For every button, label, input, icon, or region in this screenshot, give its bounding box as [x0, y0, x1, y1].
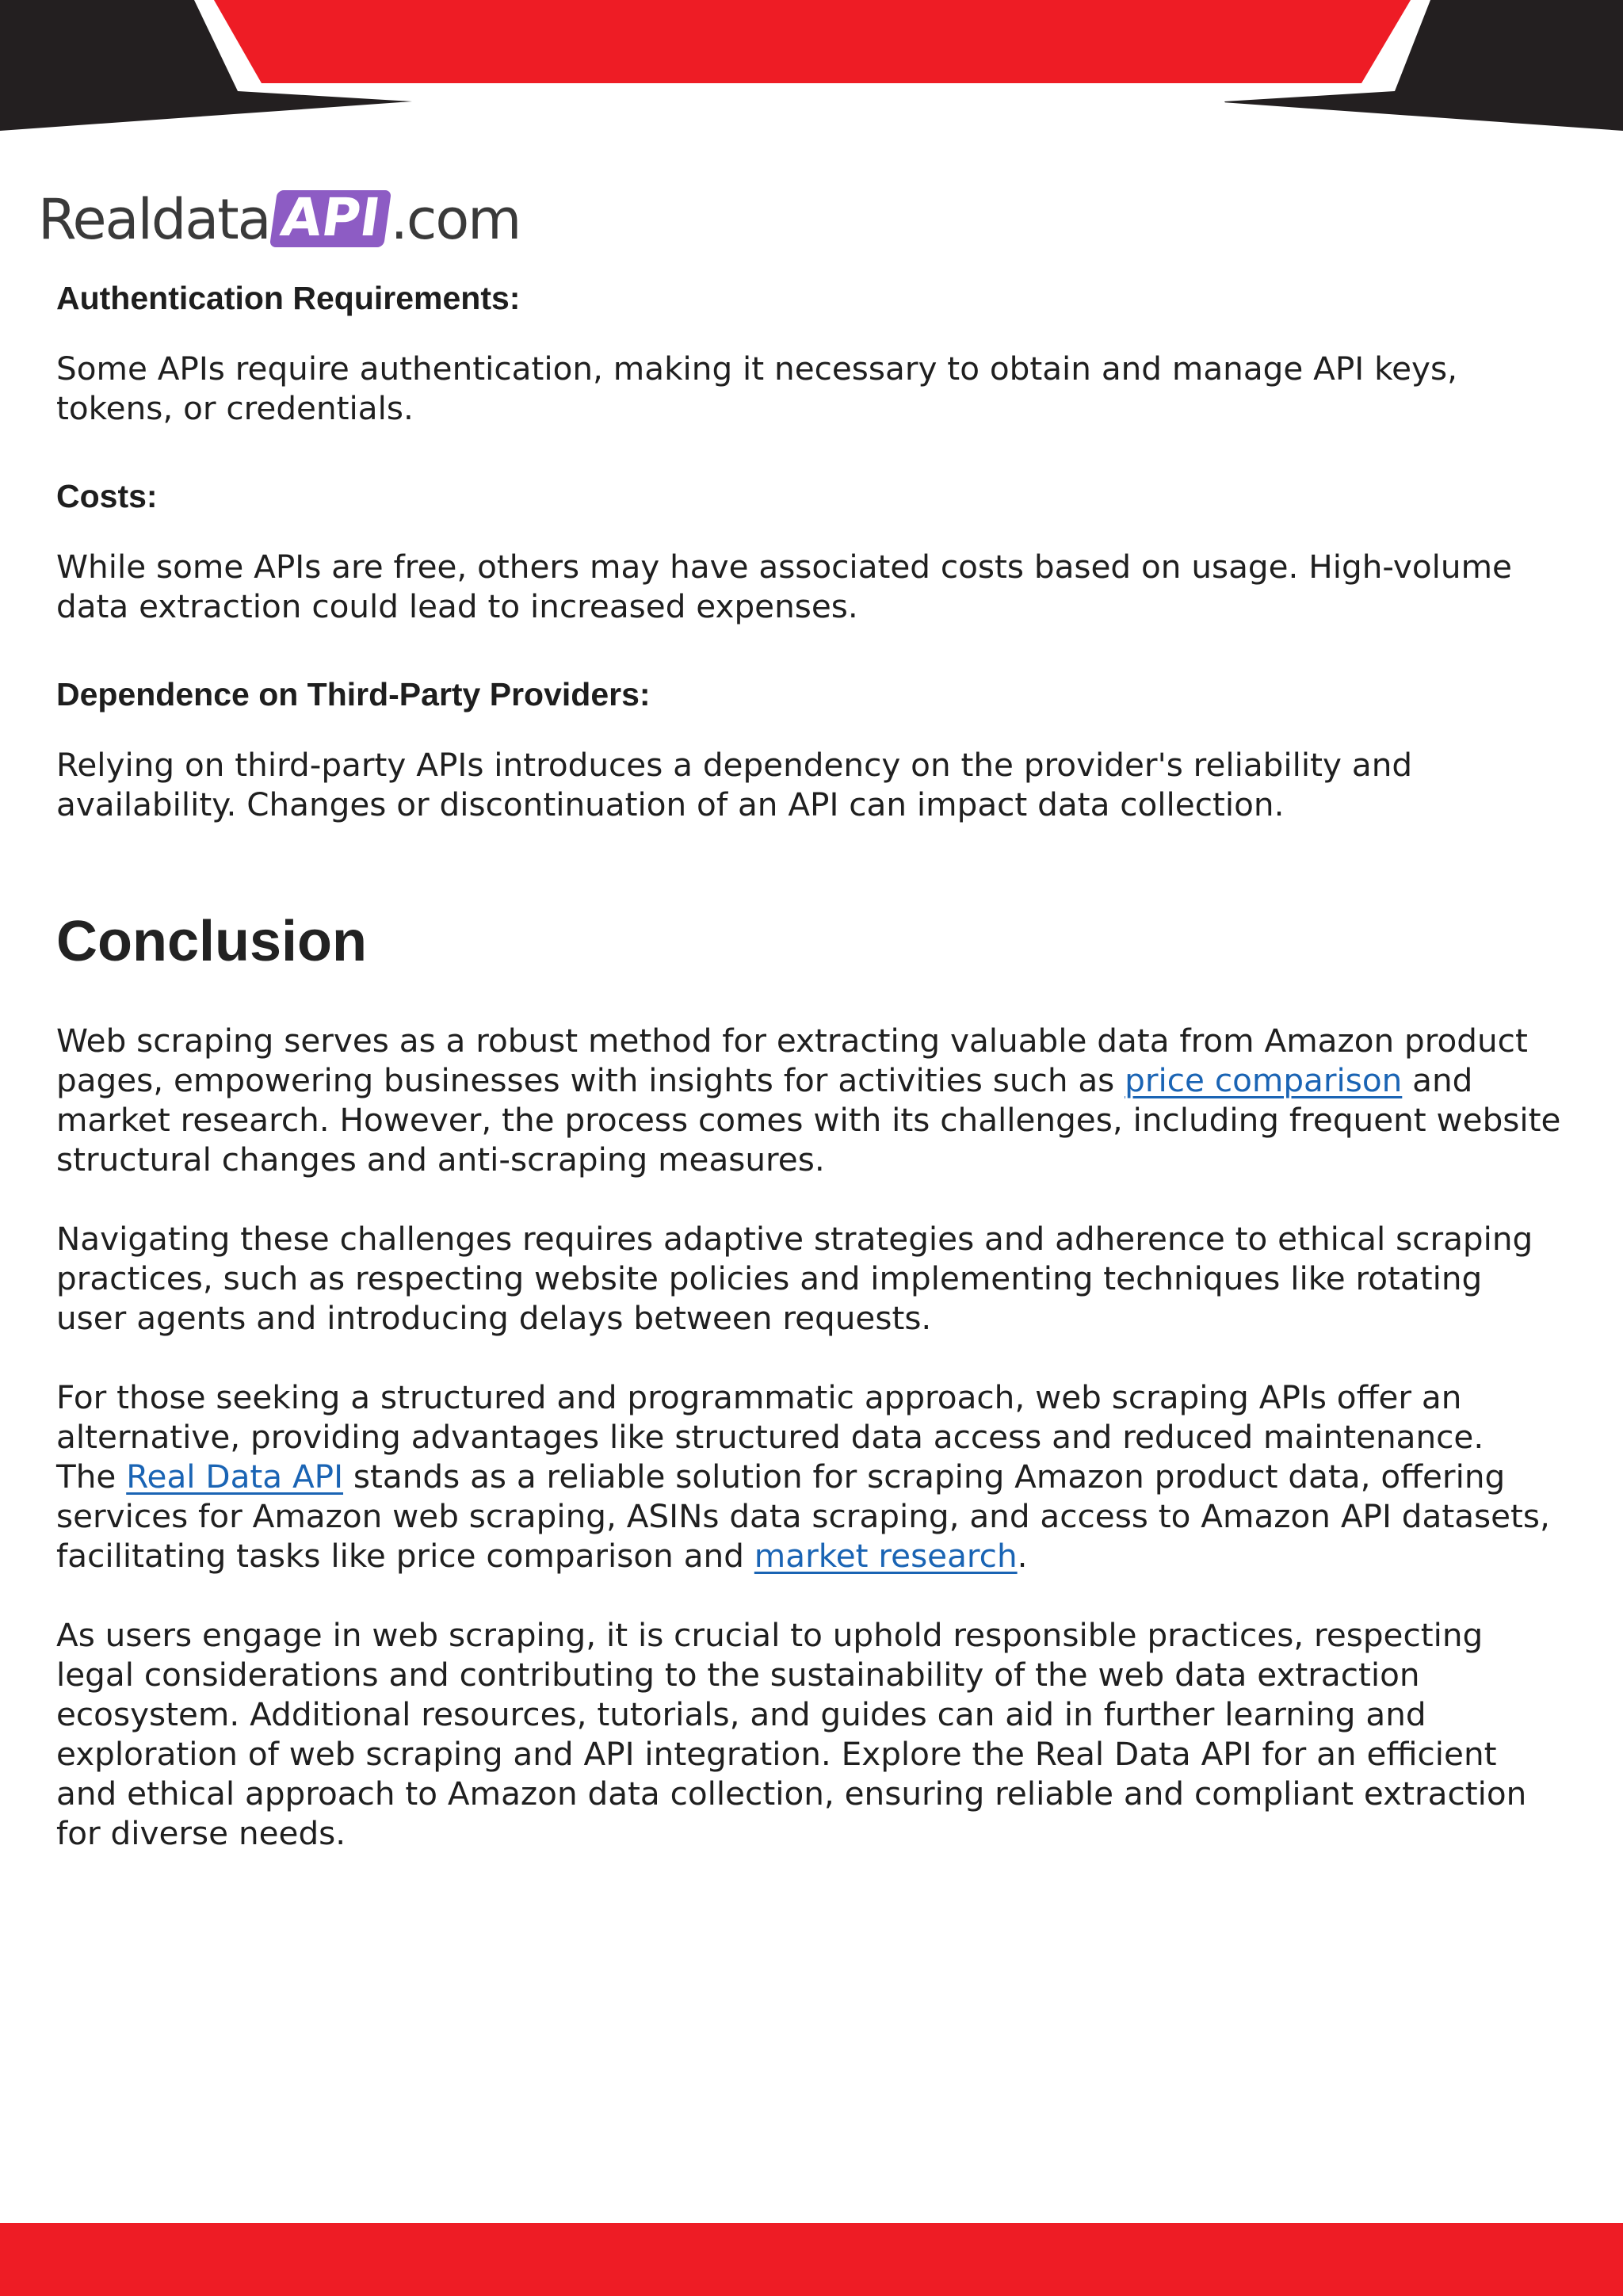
text-fragment: The [56, 1457, 127, 1496]
logo-api-badge: API [269, 190, 391, 247]
spacer [56, 626, 1594, 666]
text-line: As users engage in web scraping, it is crucial to uphold responsible practices, respecting [56, 1616, 1484, 1654]
header-banner [0, 0, 1623, 135]
text-line: user agents and introducing delays between requests. [56, 1299, 932, 1337]
spacer [56, 824, 1594, 902]
spacer [56, 723, 1594, 745]
text-fragment: facilitating tasks like price comparison and [56, 1537, 754, 1575]
spacer [56, 327, 1594, 349]
paragraph-conclusion-2 [56, 1219, 1594, 1338]
spacer [56, 1576, 1594, 1615]
text-fragment: pages, empowering businesses with insights for activities such as [56, 1061, 1125, 1099]
header-red-shape [214, 0, 1411, 83]
heading-conclusion: Conclusion [56, 910, 367, 973]
link-real-data-api[interactable]: Real Data API [126, 1457, 344, 1496]
heading-costs: Costs: [56, 478, 158, 514]
heading-authentication: Authentication Requirements: [56, 280, 521, 316]
text-line: While some APIs are free, others may have associated costs based on usage. High-volume [56, 548, 1512, 586]
text-line: tokens, or credentials. [56, 389, 414, 427]
text-fragment: stands as a reliable solution for scraping Amazon product data, offering [343, 1457, 1506, 1496]
text-line: services for Amazon web scraping, ASINs data scraping, and access to Amazon API datasets, [56, 1497, 1550, 1535]
heading-dependence: Dependence on Third-Party Providers: [56, 676, 651, 712]
brand-logo [38, 176, 521, 252]
spacer [56, 525, 1594, 547]
text-fragment: and [1402, 1061, 1473, 1099]
paragraph-conclusion-3 [56, 1377, 1594, 1576]
link-price-comparison[interactable]: price comparison [1125, 1061, 1403, 1099]
text-line: Navigating these challenges requires adaptive strategies and adherence to ethical scraping [56, 1220, 1533, 1258]
logo-prefix: Realdata [38, 187, 270, 252]
logo-suffix: .com [390, 187, 521, 252]
link-market-research[interactable]: market research [754, 1537, 1018, 1575]
paragraph-costs [56, 547, 1594, 626]
text-line: Some APIs require authentication, making it necessary to obtain and manage API keys, [56, 350, 1457, 388]
footer-banner [0, 2223, 1623, 2296]
paragraph-conclusion-1 [56, 1021, 1594, 1179]
text-line: data extraction could lead to increased expenses. [56, 587, 858, 625]
text-line: for diverse needs. [56, 1814, 346, 1852]
spacer [56, 981, 1594, 1021]
paragraph-dependence [56, 745, 1594, 824]
document-body [56, 269, 1594, 1853]
text-line: ecosystem. Additional resources, tutorials, and guides can aid in further learning and [56, 1695, 1426, 1733]
text-line: Relying on third-party APIs introduces a dependency on the provider's reliability and [56, 746, 1413, 784]
text-line: Web scraping serves as a robust method for extracting valuable data from Amazon product [56, 1022, 1528, 1060]
spacer [56, 428, 1594, 468]
spacer [56, 1179, 1594, 1219]
paragraph-conclusion-4 [56, 1615, 1594, 1853]
text-line: exploration of web scraping and API integration. Explore the Real Data API for an efficient [56, 1735, 1497, 1773]
text-line: structural changes and anti-scraping measures. [56, 1140, 825, 1179]
text-line: legal considerations and contributing to the sustainability of the web data extraction [56, 1656, 1420, 1694]
text-line: For those seeking a structured and programmatic approach, web scraping APIs offer an [56, 1378, 1462, 1416]
text-line: market research. However, the process comes with its challenges, including frequent website [56, 1101, 1561, 1139]
text-line: availability. Changes or discontinuation of an API can impact data collection. [56, 785, 1285, 823]
text-line: practices, such as respecting website policies and implementing techniques like rotating [56, 1259, 1483, 1297]
text-fragment: . [1017, 1537, 1028, 1575]
spacer [56, 1338, 1594, 1377]
paragraph-authentication [56, 349, 1594, 428]
text-line: alternative, providing advantages like structured data access and reduced maintenance. [56, 1418, 1484, 1456]
text-line: and ethical approach to Amazon data collection, ensuring reliable and compliant extraction [56, 1775, 1527, 1813]
